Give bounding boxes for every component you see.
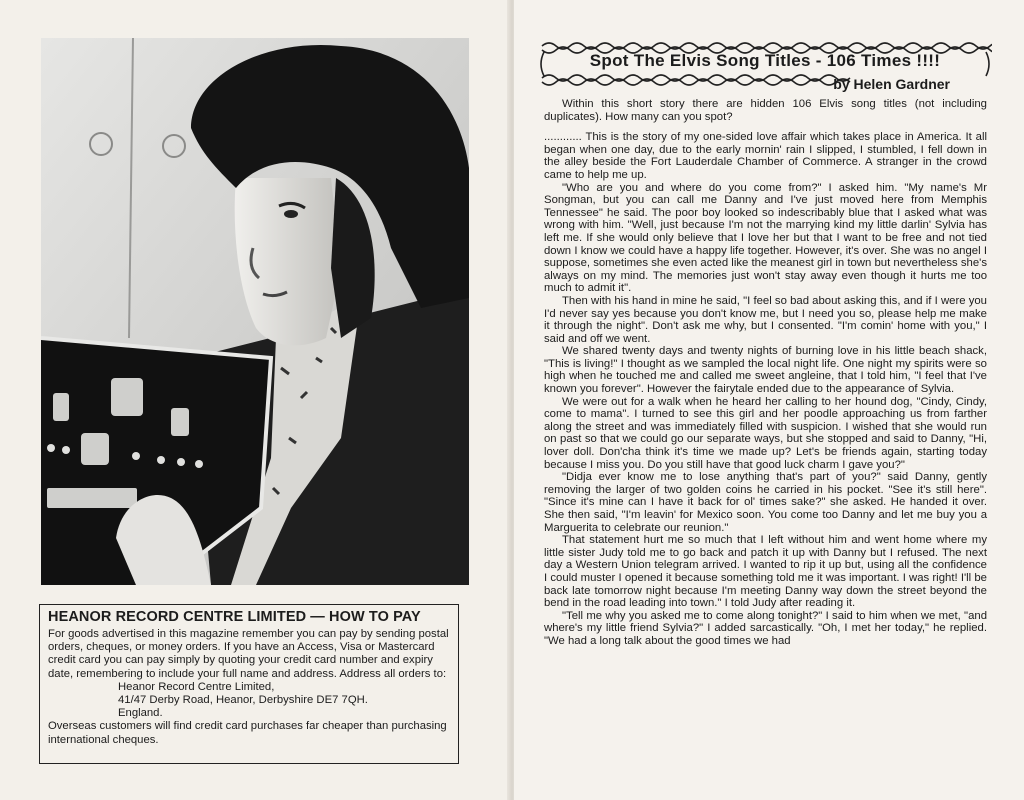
address-line: England. xyxy=(118,707,163,720)
article-paragraph: ............ This is the story of my one-sided love affair which takes place in America. It all began when one day, due to the early mornin' rain I slipped, I stumbled, I fell down in the alley beside the Fort Lauderdale Chamber of Commerce. A stranger in the crowd came to help me up. xyxy=(544,131,987,181)
article-paragraph: We were out for a walk when he heard her calling to her hound dog, "Cindy, Cindy, come to mama". I turned to see this girl and her poodle approaching us from farther along the street and was immediately filled with suspicion. I wished that she would run on past so that we could go our separate ways, but she stopped and said to Danny, "Hi, lover doll. Don'cha think it's time we made up? Let's be friends again, starting today because I miss you. Do you still have that good luck charm I gave you?" xyxy=(544,395,987,471)
elvis-photo xyxy=(41,38,469,585)
left-page xyxy=(0,0,510,800)
article-title: Spot The Elvis Song Titles - 106 Times !!!! xyxy=(589,51,941,70)
article-paragraph: "Didja ever know me to lose anything that's part of you?" said Danny, gently removing the larger of two golden coins he carried in his pocket. "See it's still here". "Since it's mine can I have it back for ol' times sake?" she asked. He handed it over. She then said, "I'm leavin' for Mexico soon. You come too Danny and let me buy you a Marguerita to celebrate our reunion." xyxy=(544,471,987,534)
article-body xyxy=(544,98,987,648)
article-paragraph: That statement hurt me so much that I left without him and went home where my little sister Judy told me to go back and patch it up with Danny but I refused. The next day a Western Union telegram arrived. I wanted to rip it up but, using all the confidence I could muster I opened it because something told me it was important. I was right! I'll be back late tomorrow night because I'm meeting Danny way down the street beyond the bend in the road leading into town." I told Judy after reading it. xyxy=(544,534,987,610)
article-paragraph: "Tell me why you asked me to come along tonight?" I said to him when we met, "and where's my little friend Sylvia?" I added sarcastically. "Oh, I met her today," he replied. "We had a long talk about the good times we had xyxy=(544,609,987,647)
pay-box-address xyxy=(118,681,450,721)
address-line: 41/47 Derby Road, Heanor, Derbyshire DE7 7QH. xyxy=(118,694,368,707)
pay-box-title: HEANOR RECORD CENTRE LIMITED — HOW TO PAY xyxy=(48,609,421,625)
article-paragraph: Then with his hand in mine he said, "I feel so bad about asking this, and if I were you I'd never say yes because you don't know me, but I need you so, please help me make it through the night". Don't ask me why, but I consented. "I'm comin' home with you," I said and off we went. xyxy=(544,294,987,345)
article-paragraph: "Who are you and where do you come from?" I asked him. "My name's Mr Songman, but you can call me Danny and I've just moved here from Memphis Tennessee" he said. The poor boy looked so indescribably blue that I asked what was wrong with him. "Well, just because I'm not the marrying kind my little darlin' Sylvia has left me. If she would only believe that I love her but that I want to be free and not tied down I know we could have a happy life together. However, it's over. She was no angel I suppose, sometimes she even acted like the meanest girl in town but nevertheless she's always on my mind. The memories just won't stay away even though it hurts me too much to admit it". xyxy=(544,181,987,295)
article-intro: Within this short story there are hidden 106 Elvis song titles (not including duplicates). How many can you spot? xyxy=(544,98,987,123)
pay-box-footer: Overseas customers will find credit card purchases far cheaper than purchasing international cheques. xyxy=(48,720,447,746)
address-line: Heanor Record Centre Limited, xyxy=(118,680,275,693)
article-paragraph: We shared twenty days and twenty nights of burning love in his little beach shack, "This is living!" I thought as we sampled the local night life. One night my spirits were so high when he touched me and called me sweet angleine, that I told him, "I feel that I've known you forever". However the fairytale ended due to the appearance of Sylvia. xyxy=(544,345,987,396)
how-to-pay-box xyxy=(39,604,459,764)
photo-illustration xyxy=(41,38,469,585)
pay-box-body: For goods advertised in this magazine remember you can pay by sending postal orders, cheques, or money orders. If you have an Access, Visa or Mastercard credit card you can pay simply by quoting your credit card number and expiry date, remembering to include your full name and address. Address all orders to: xyxy=(48,628,449,680)
article-byline: by Helen Gardner xyxy=(833,76,950,92)
